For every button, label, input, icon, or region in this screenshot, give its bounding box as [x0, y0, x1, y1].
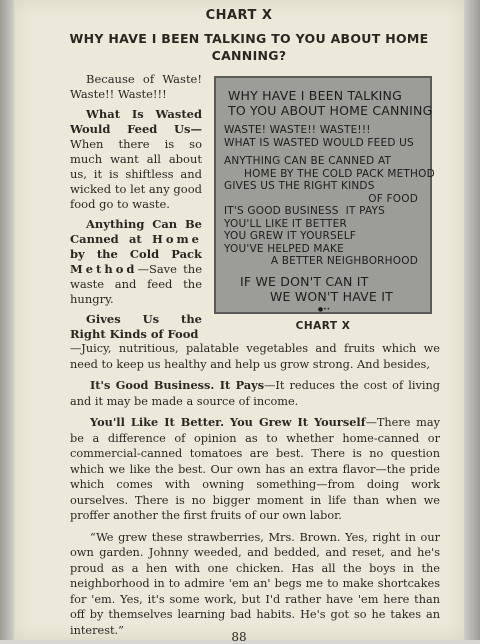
heading-wasted-food: What Is Wasted Would Feed Us— — [70, 107, 202, 136]
paragraph-strawberries-quote: “We grew these strawberries, Mrs. Brown. Yes, right in our own garden. Johnny weeded, and bedded, and reset, and he's proud as a hen with one chicken. Has all the boys in the neighborhood in to admire 'em an' begs me to make shortcakes for 'em. Yes, it's some work, but I'd rather have 'em here than off by themselves learning bad habits. He's got so he takes an interest.” — [70, 530, 440, 637]
heading-cold-pack-part1: Anything Can Be Canned at — [70, 217, 202, 246]
scan-gutter-right — [464, 0, 480, 640]
left-column — [70, 72, 202, 347]
paragraph-wasted-food — [70, 107, 202, 212]
main-text — [70, 341, 440, 644]
poster-line: WHAT IS WASTED WOULD FEED US — [224, 136, 414, 149]
poster-line: GIVES US THE RIGHT KINDS — [224, 180, 375, 192]
poster-line: YOU'VE HELPED MAKE — [224, 242, 344, 255]
poster-line: IT'S GOOD BUSINESS IT PAYS — [224, 205, 385, 217]
paragraph-right-food: —Juicy, nutritious, palatable vegetables and fruits which we need to keep us healthy and help us grow strong. And besides, — [70, 342, 440, 371]
text-like-better: —There may be a difference of opinion as to whether home-canned or commercial-canned tomatoes are best. There is no question which we like the best. Our own has an extra flavor—the pride which comes with owning something—from doing work ourselves. There is no bigger moment in life than when we proffer another the first fruits of our own labor. — [70, 416, 440, 522]
heading-right-food: Gives Us the Right Kinds of Food — [70, 312, 202, 341]
poster-line: YOU'LL LIKE IT BETTER — [224, 217, 347, 230]
heading-good-business: It's Good Business. It Pays — [90, 378, 265, 392]
scan-gutter-left — [0, 0, 14, 640]
paragraph-waste: Because of Waste! Waste!! Waste!!! — [70, 72, 202, 101]
page-title: WHY HAVE I BEEN TALKING TO YOU ABOUT HOME CANNING? — [69, 31, 429, 63]
poster-line: WASTE! WASTE!! WASTE!!! — [224, 124, 371, 136]
paragraph-cold-pack — [70, 217, 202, 307]
poster-line: IF WE DON'T CAN IT — [240, 273, 369, 289]
text-wasted-food: When there is so much want all about us, it is shiftless and wicked to let any good food go to waste. — [70, 137, 202, 211]
poster-line: WE WON'T HAVE IT — [270, 288, 393, 304]
poster-maker-mark: ●•• — [317, 305, 331, 313]
chart-label: CHART X — [205, 8, 273, 23]
chart-poster — [214, 76, 435, 314]
paragraph-good-business — [70, 378, 440, 409]
poster-line: OF FOOD — [368, 192, 418, 205]
poster-line: TO YOU ABOUT HOME CANNING — [228, 103, 433, 118]
poster-line: ANYTHING CAN BE CANNED AT — [224, 155, 392, 167]
text-cold-pack: —Save the waste and feed the hungry. — [70, 262, 202, 306]
text-good-business: —It reduces the cost of living and it may be made a source of income. — [70, 379, 440, 408]
poster-line: WHY HAVE I BEEN TALKING — [228, 88, 402, 103]
heading-cold-pack-method: Method — [70, 262, 138, 276]
chart-caption: CHART X — [295, 320, 351, 332]
heading-cold-pack-part2: by the Cold Pack — [70, 247, 202, 261]
book-page — [14, 0, 464, 644]
poster-line: HOME BY THE COLD PACK METHOD — [244, 167, 435, 180]
heading-like-better: You'll Like It Better. You Grew It Yourself — [90, 415, 366, 429]
page-number: 88 — [231, 630, 247, 644]
heading-cold-pack-home: Home — [151, 232, 202, 246]
poster-line: A BETTER NEIGHBORHOOD — [270, 255, 418, 267]
poster-line: YOU GREW IT YOURSELF — [224, 230, 357, 242]
paragraph-like-better — [70, 415, 440, 524]
